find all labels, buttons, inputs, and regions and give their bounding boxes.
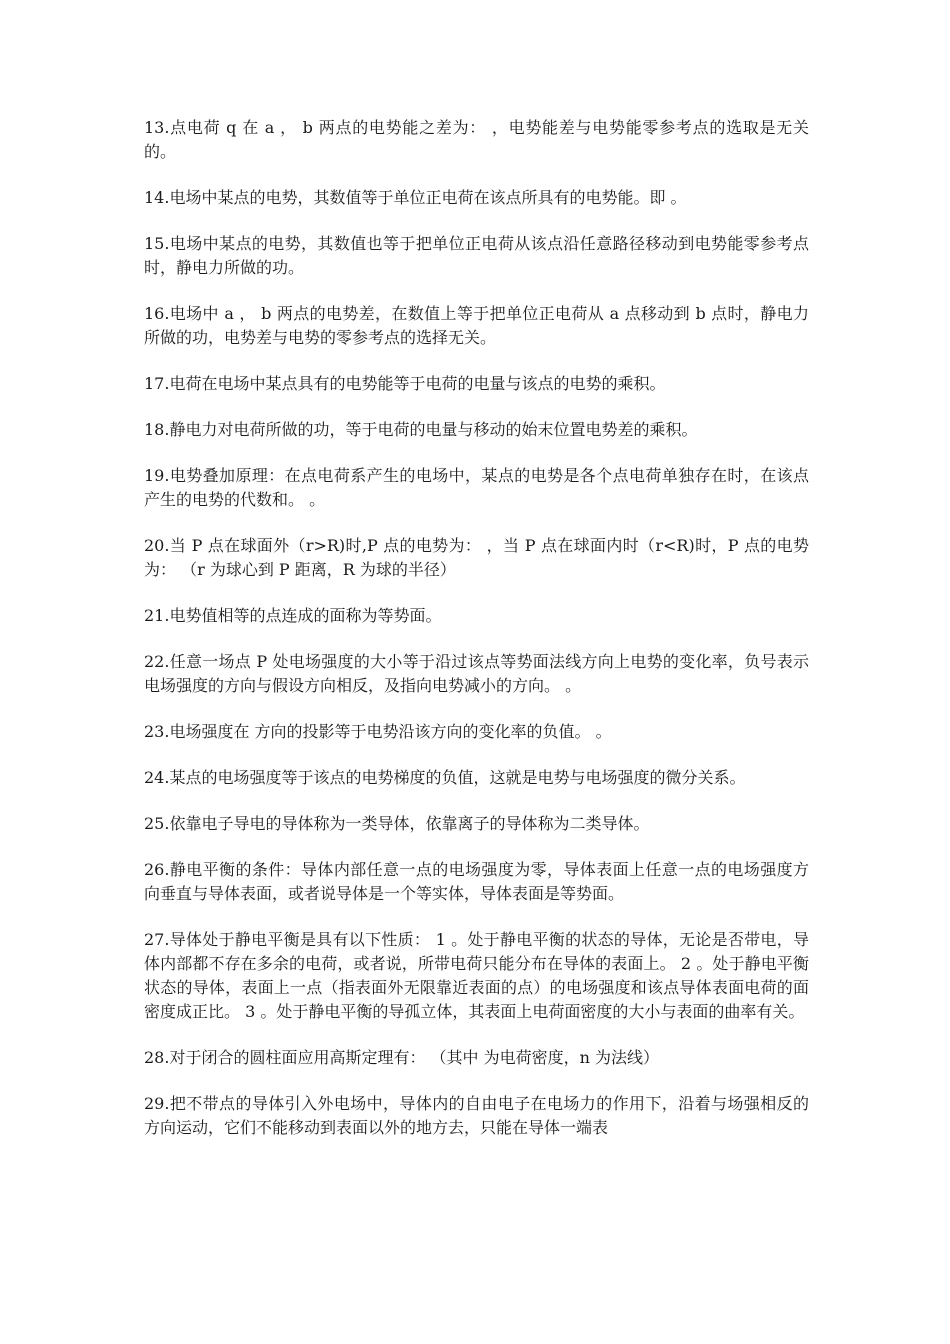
document-page (144, 116, 809, 1162)
paragraph-28: 28.对于闭合的圆柱面应用高斯定理有： （其中 为电荷密度，n 为法线） (144, 1048, 660, 1067)
paragraph-22: 22.任意一场点 P 处电场强度的大小等于沿过该点等势面法线方向上电势的变化率，负号表示电场强度的方向与假设方向相反，及指向电势减小的方向。 。 (144, 652, 809, 695)
paragraph-29: 29.把不带点的导体引入外电场中，导体内的自由电子在电场力的作用下，沿着与场强相反的方向运动，它们不能移动到表面以外的地方去，只能在导体一端表 (144, 1094, 809, 1137)
paragraph-27: 27.导体处于静电平衡是具有以下性质： 1 。处于静电平衡的状态的导体，无论是否带电，导体内部都不存在多余的电荷，或者说，所带电荷只能分布在导体的表面上。 2 。处于静电平衡状态的导体，表面上一点（指表面外无限靠近表面的点）的电场强度和该点导体表面电荷的面密度成正比。 3 。处于静电平衡的导孤立体，其表面上电荷面密度的大小与表面的曲率有关。 (144, 930, 809, 1021)
paragraph-18: 18.静电力对电荷所做的功，等于电荷的电量与移动的始末位置电势差的乘积。 (144, 420, 698, 439)
paragraph-17: 17.电荷在电场中某点具有的电势能等于电荷的电量与该点的电势的乘积。 (144, 374, 666, 393)
paragraph-15: 15.电场中某点的电势，其数值也等于把单位正电荷从该点沿任意路径移动到电势能零参考点时，静电力所做的功。 (144, 234, 809, 277)
paragraph-16: 16.电场中 a ， b 两点的电势差，在数值上等于把单位正电荷从 a 点移动到 b 点时，静电力所做的功，电势差与电势的零参考点的选择无关。 (144, 304, 809, 347)
paragraph-25: 25.依靠电子导电的导体称为一类导体，依靠离子的导体称为二类导体。 (144, 814, 650, 833)
paragraph-21: 21.电势值相等的点连成的面称为等势面。 (144, 606, 442, 625)
paragraph-24: 24.某点的电场强度等于该点的电势梯度的负值，这就是电势与电场强度的微分关系。 (144, 768, 746, 787)
paragraph-23: 23.电场强度在 方向的投影等于电势沿该方向的变化率的负值。 。 (144, 722, 612, 741)
paragraph-13: 13.点电荷 q 在 a ， b 两点的电势能之差为： ，电势能差与电势能零参考点的选取是无关的。 (144, 118, 809, 161)
paragraph-26: 26.静电平衡的条件：导体内部任意一点的电场强度为零，导体表面上任意一点的电场强度方向垂直与导体表面，或者说导体是一个等实体，导体表面是等势面。 (144, 860, 809, 903)
paragraph-14: 14.电场中某点的电势，其数值等于单位正电荷在该点所具有的电势能。即 。 (144, 188, 687, 207)
paragraph-19: 19.电势叠加原理：在点电荷系产生的电场中，某点的电势是各个点电荷单独存在时，在该点产生的电势的代数和。 。 (144, 466, 809, 509)
paragraph-20: 20.当 P 点在球面外（r>R)时,P 点的电势为： ，当 P 点在球面内时（r<R)时，P 点的电势为： （r 为球心到 P 距离，R 为球的半径） (144, 536, 809, 579)
